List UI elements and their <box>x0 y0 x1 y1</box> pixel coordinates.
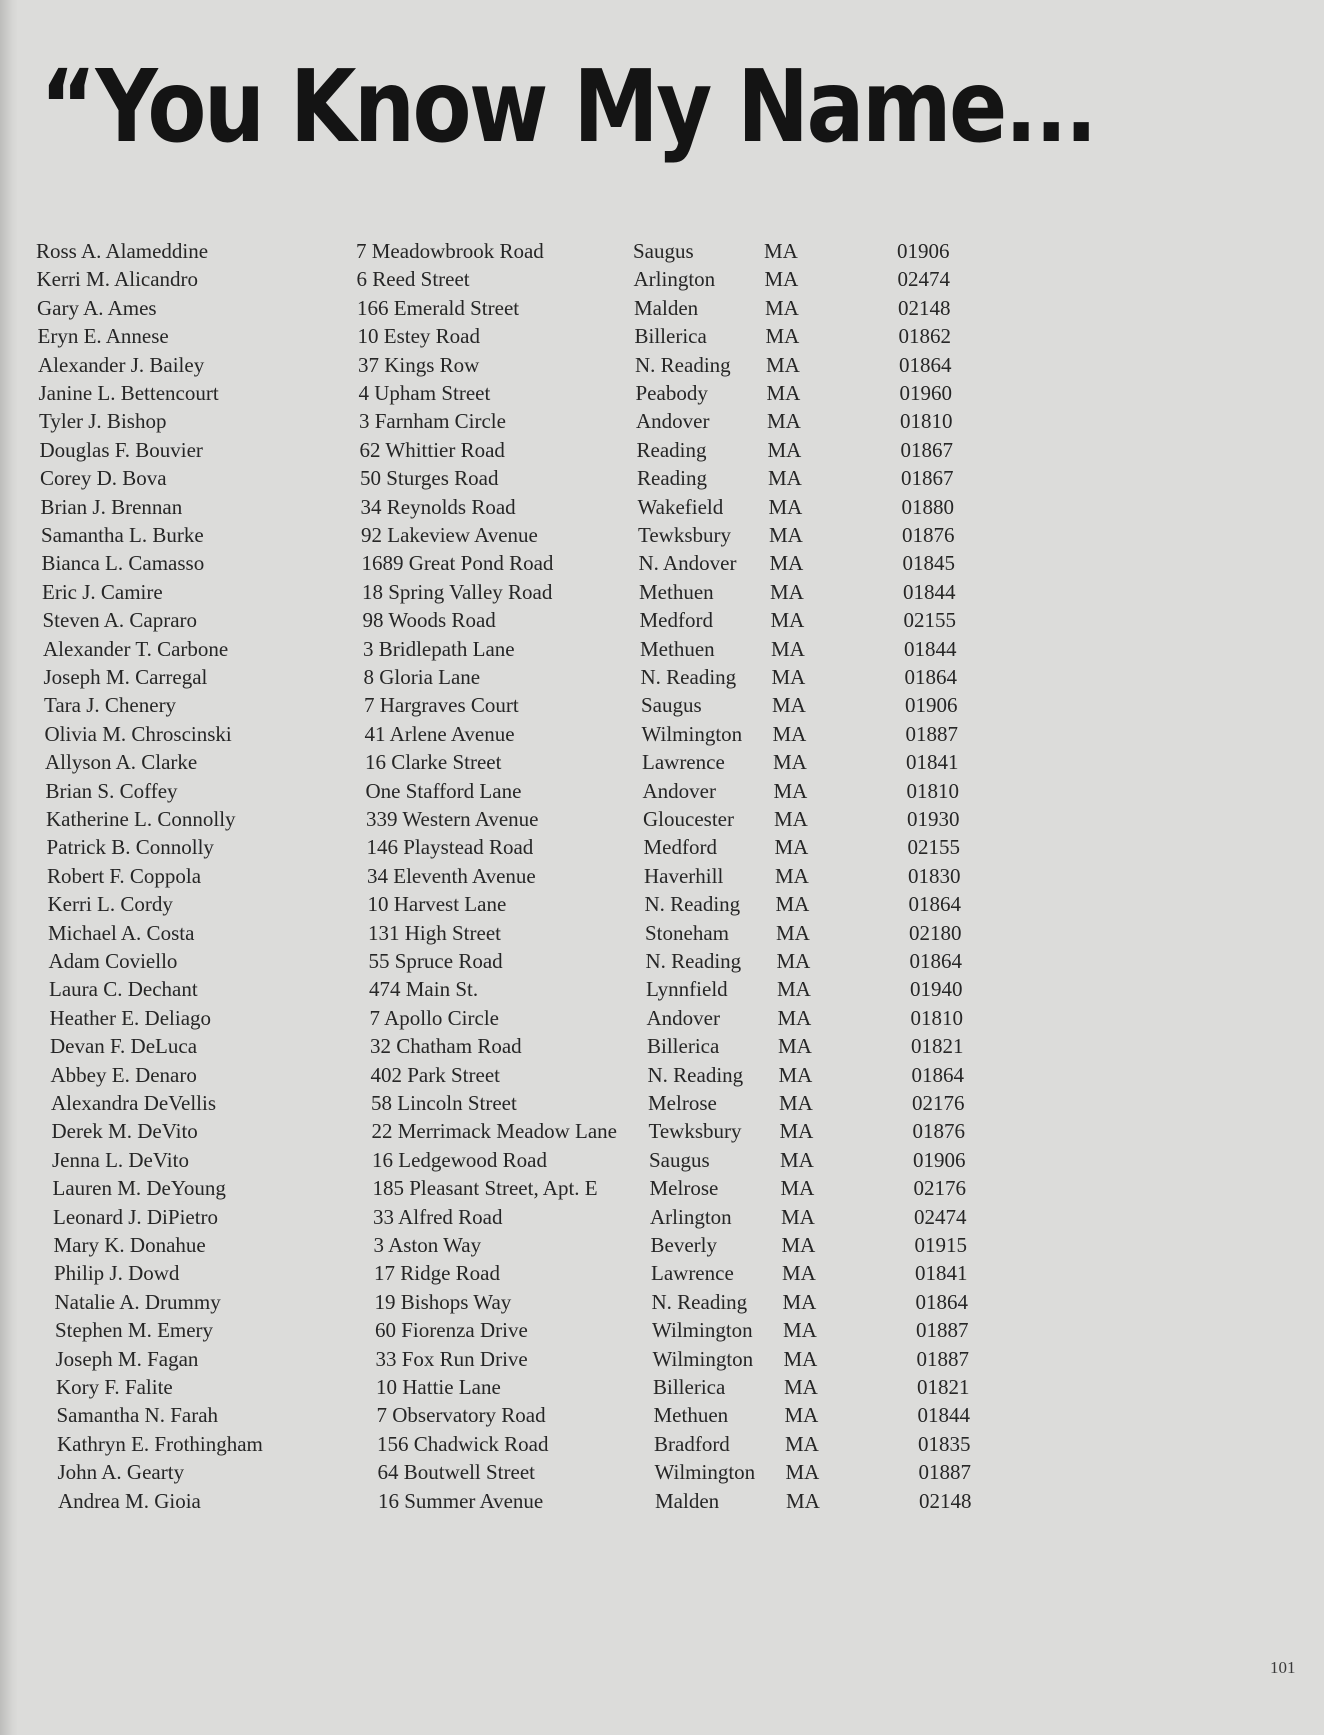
entry-name: Brian J. Brennan <box>40 494 183 519</box>
entry-zip: 01830 <box>908 863 961 888</box>
entry-street: 339 Western Avenue <box>366 807 539 831</box>
entry-street: 7 Meadowbrook Road <box>356 239 544 263</box>
entry-state: MA <box>775 892 810 917</box>
entry-zip: 02180 <box>909 920 962 945</box>
directory-row <box>50 1004 1050 1032</box>
entry-zip: 01835 <box>918 1431 971 1456</box>
entry-street: 10 Hattie Lane <box>376 1375 501 1399</box>
entry-zip: 01915 <box>914 1233 967 1257</box>
entry-city: N. Reading <box>635 352 731 377</box>
entry-name: Brian S. Coffey <box>45 778 178 803</box>
entry-name: Patrick B. Connolly <box>46 835 214 860</box>
entry-street: 16 Clarke Street <box>365 750 502 775</box>
entry-zip: 01844 <box>903 579 956 604</box>
entry-city: Tewksbury <box>648 1119 742 1144</box>
entry-state: MA <box>778 1034 812 1059</box>
entry-zip: 01864 <box>909 949 962 973</box>
entry-name: Alexandra DeVellis <box>51 1091 217 1115</box>
entry-state: MA <box>769 523 803 547</box>
entry-state: MA <box>778 1062 813 1087</box>
entry-name: Joseph M. Fagan <box>55 1346 199 1371</box>
entry-zip: 01906 <box>897 239 950 263</box>
entry-state: MA <box>774 807 808 831</box>
entry-zip: 01864 <box>908 892 961 917</box>
directory-row <box>39 407 1039 435</box>
directory-row <box>53 1203 1053 1231</box>
entry-street: 10 Estey Road <box>357 324 480 349</box>
directory-row <box>37 265 1037 293</box>
entry-zip: 01876 <box>902 523 955 547</box>
directory-row <box>58 1458 1058 1486</box>
directory-row <box>42 549 1042 577</box>
entry-city: N. Reading <box>645 949 742 973</box>
entry-street: 98 Woods Road <box>362 608 496 633</box>
entry-street: 50 Sturges Road <box>360 466 499 491</box>
entry-city: Methuen <box>639 579 714 604</box>
entry-name: Mary K. Donahue <box>53 1233 206 1257</box>
directory-row <box>43 606 1043 634</box>
entry-city: Bradford <box>654 1431 730 1456</box>
entry-name: Janine L. Bettencourt <box>38 381 219 405</box>
directory-row <box>55 1288 1055 1316</box>
entry-street: 4 Upham Street <box>358 381 491 405</box>
entry-name: Kathryn E. Frothingham <box>57 1431 263 1456</box>
directory-row <box>46 777 1046 805</box>
entry-street: 7 Observatory Road <box>376 1403 546 1428</box>
entry-state: MA <box>784 1403 819 1428</box>
entry-state: MA <box>779 1119 814 1144</box>
entry-street: 3 Farnham Circle <box>359 409 506 434</box>
entry-name: Kory F. Falite <box>56 1375 173 1399</box>
entry-state: MA <box>777 977 811 1002</box>
entry-city: Malden <box>634 295 699 320</box>
directory-row <box>40 464 1040 492</box>
entry-state: MA <box>769 551 804 576</box>
entry-name: Leonard J. DiPietro <box>53 1204 219 1229</box>
entry-street: 41 Arlene Avenue <box>364 721 515 746</box>
entry-zip: 02474 <box>914 1204 967 1229</box>
entry-street: 16 Ledgewood Road <box>372 1147 547 1172</box>
entry-name: Ross A. Alameddine <box>36 239 209 263</box>
entry-zip: 01864 <box>915 1289 968 1314</box>
entry-state: MA <box>768 494 803 519</box>
entry-name: Bianca L. Camasso <box>41 551 205 576</box>
entry-city: Beverly <box>650 1233 717 1257</box>
entry-name: Katherine L. Connolly <box>46 807 236 831</box>
entry-city: Melrose <box>648 1091 717 1115</box>
entry-state: MA <box>773 750 807 775</box>
entry-name: Steven A. Capraro <box>42 608 198 633</box>
entry-street: 16 Summer Avenue <box>378 1488 544 1513</box>
entry-zip: 01867 <box>900 437 953 462</box>
entry-zip: 01906 <box>913 1147 966 1172</box>
entry-name: Kerri L. Cordy <box>47 892 173 917</box>
entry-city: Peabody <box>635 381 708 405</box>
entry-zip: 01930 <box>907 807 960 831</box>
directory-row <box>42 578 1042 606</box>
entry-zip: 01821 <box>911 1034 964 1059</box>
entry-city: Wakefield <box>637 494 724 519</box>
entry-name: Samantha N. Farah <box>56 1403 219 1428</box>
directory-row <box>57 1430 1057 1458</box>
entry-zip: 01810 <box>906 778 959 803</box>
entry-zip: 01844 <box>917 1403 970 1428</box>
entry-name: Eric J. Camire <box>42 579 163 604</box>
entry-name: Derek M. DeVito <box>51 1119 198 1144</box>
entry-city: Andover <box>642 778 716 803</box>
entry-street: 1689 Great Pond Road <box>361 551 554 576</box>
entry-city: Andover <box>646 1005 720 1030</box>
entry-name: Allyson A. Clarke <box>45 750 198 775</box>
entry-street: 22 Merrimack Meadow Lane <box>371 1119 617 1144</box>
entry-street: 32 Chatham Road <box>370 1034 522 1059</box>
entry-name: Tyler J. Bishop <box>39 409 167 434</box>
entry-zip: 01887 <box>905 721 958 746</box>
entry-name: Lauren M. DeYoung <box>52 1176 226 1201</box>
entry-name: Joseph M. Carregal <box>43 665 208 689</box>
entry-zip: 01887 <box>916 1346 969 1371</box>
entry-zip: 02176 <box>913 1176 966 1201</box>
entry-state: MA <box>767 409 801 434</box>
entry-name: Corey D. Bova <box>40 466 167 491</box>
entry-city: Wilmington <box>654 1460 756 1485</box>
entry-city: Stoneham <box>645 920 729 945</box>
directory-row <box>56 1345 1056 1373</box>
entry-street: 8 Gloria Lane <box>363 665 481 689</box>
entry-city: Haverhill <box>644 863 724 888</box>
entry-state: MA <box>765 295 799 320</box>
entry-state: MA <box>766 352 800 377</box>
entry-state: MA <box>776 920 810 945</box>
entry-city: Medford <box>643 835 717 860</box>
directory-row <box>55 1316 1055 1344</box>
entry-name: Tara J. Chenery <box>44 693 177 718</box>
entry-name: Michael A. Costa <box>48 920 195 945</box>
entry-name: Adam Coviello <box>48 949 178 973</box>
entry-city: Methuen <box>640 636 715 661</box>
entry-street: 146 Playstead Road <box>366 835 534 860</box>
entry-zip: 01867 <box>901 466 954 491</box>
entry-zip: 01864 <box>904 665 957 689</box>
directory-row <box>38 351 1038 379</box>
entry-city: N. Reading <box>647 1062 744 1087</box>
entry-zip: 01906 <box>905 693 958 718</box>
entry-city: Billerica <box>647 1034 720 1059</box>
entry-state: MA <box>774 835 809 860</box>
entry-zip: 01864 <box>899 352 952 377</box>
entry-zip: 01960 <box>899 381 952 405</box>
directory-row <box>43 635 1043 663</box>
entry-city: Billerica <box>634 324 707 349</box>
entry-state: MA <box>781 1204 815 1229</box>
directory-row <box>37 294 1037 322</box>
directory-row <box>48 919 1048 947</box>
entry-street: 402 Park Street <box>370 1062 500 1087</box>
entry-street: 62 Whittier Road <box>359 437 505 462</box>
entry-street: 474 Main St. <box>369 977 479 1002</box>
entry-state: MA <box>775 863 809 888</box>
entry-city: Gloucester <box>643 807 734 831</box>
entry-state: MA <box>785 1431 819 1456</box>
entry-state: MA <box>777 1005 812 1030</box>
entry-street: 55 Spruce Road <box>368 949 503 973</box>
entry-city: Reading <box>637 466 707 491</box>
entry-state: MA <box>771 665 806 689</box>
entry-name: John A. Gearty <box>57 1460 185 1485</box>
entry-name: Jenna L. DeVito <box>52 1147 189 1172</box>
directory-row <box>47 833 1047 861</box>
entry-zip: 01862 <box>898 324 951 349</box>
directory-row <box>44 663 1044 691</box>
directory-row <box>41 521 1041 549</box>
entry-name: Heather E. Deliago <box>49 1005 212 1030</box>
entry-state: MA <box>784 1375 818 1399</box>
directory-row <box>51 1061 1051 1089</box>
entry-street: 37 Kings Row <box>358 352 480 377</box>
entry-state: MA <box>770 579 804 604</box>
entry-city: Saugus <box>641 693 702 718</box>
entry-street: 6 Reed Street <box>356 267 470 292</box>
directory-row <box>39 379 1039 407</box>
entry-street: 166 Emerald Street <box>357 295 520 320</box>
entry-name: Abbey E. Denaro <box>50 1062 197 1087</box>
entry-zip: 02155 <box>907 835 960 860</box>
entry-street: 92 Lakeview Avenue <box>361 523 538 547</box>
entry-street: 10 Harvest Lane <box>367 892 507 917</box>
directory-row <box>40 436 1040 464</box>
entry-state: MA <box>766 381 801 405</box>
entry-city: Billerica <box>653 1375 726 1399</box>
entry-name: Devan F. DeLuca <box>50 1034 198 1059</box>
entry-state: MA <box>786 1488 820 1513</box>
entry-city: N. Reading <box>651 1289 748 1314</box>
entry-state: MA <box>781 1233 816 1257</box>
entry-street: 34 Eleventh Avenue <box>367 863 536 888</box>
entry-zip: 02155 <box>903 608 956 633</box>
directory-row <box>45 720 1045 748</box>
entry-name: Gary A. Ames <box>37 295 157 320</box>
entry-zip: 01880 <box>901 494 954 519</box>
entry-city: Lynnfield <box>646 977 728 1002</box>
entry-street: 33 Fox Run Drive <box>375 1346 528 1371</box>
entry-name: Samantha L. Burke <box>41 523 204 547</box>
directory-row <box>51 1089 1051 1117</box>
entry-city: Wilmington <box>652 1346 754 1371</box>
directory-row <box>58 1487 1058 1515</box>
directory-row <box>36 237 1036 265</box>
entry-city: Malden <box>655 1488 720 1513</box>
entry-state: MA <box>783 1318 817 1343</box>
entry-city: Saugus <box>633 239 694 263</box>
entry-name: Natalie A. Drummy <box>54 1289 221 1314</box>
entry-name: Stephen M. Emery <box>55 1318 214 1343</box>
entry-street: 7 Apollo Circle <box>369 1005 499 1030</box>
entry-name: Kerri M. Alicandro <box>36 267 199 292</box>
entry-street: 156 Chadwick Road <box>377 1431 549 1456</box>
entry-state: MA <box>779 1091 813 1115</box>
directory-row <box>49 947 1049 975</box>
entry-name: Robert F. Coppola <box>47 863 202 888</box>
entry-name: Eryn E. Annese <box>37 324 169 349</box>
directory-row <box>46 805 1046 833</box>
directory-row <box>54 1259 1054 1287</box>
entry-city: Medford <box>639 608 713 633</box>
directory-row <box>50 1032 1050 1060</box>
entry-name: Alexander T. Carbone <box>43 636 229 661</box>
directory-row <box>44 691 1044 719</box>
entry-state: MA <box>785 1460 820 1485</box>
entry-name: Douglas F. Bouvier <box>39 437 203 462</box>
entry-zip: 01844 <box>904 636 957 661</box>
entry-city: Arlington <box>650 1204 732 1229</box>
entry-state: MA <box>764 267 799 292</box>
entry-state: MA <box>782 1289 817 1314</box>
entry-state: MA <box>765 324 800 349</box>
entry-street: 17 Ridge Road <box>374 1261 500 1286</box>
entry-zip: 01845 <box>902 551 955 576</box>
directory-row <box>41 493 1041 521</box>
entry-street: 3 Bridlepath Lane <box>363 636 515 661</box>
entry-zip: 01810 <box>910 1005 963 1030</box>
entry-street: 60 Fiorenza Drive <box>375 1318 528 1343</box>
entry-zip: 01841 <box>915 1261 968 1286</box>
entry-zip: 02148 <box>898 295 951 320</box>
entry-name: Alexander J. Bailey <box>38 352 205 377</box>
entry-street: 7 Hargraves Court <box>364 693 519 718</box>
entry-street: 58 Lincoln Street <box>371 1091 517 1115</box>
entry-street: 3 Aston Way <box>373 1233 482 1257</box>
directory-row <box>38 322 1038 350</box>
entry-city: Andover <box>636 409 710 434</box>
entry-state: MA <box>772 693 806 718</box>
entry-name: Philip J. Dowd <box>54 1261 180 1286</box>
entry-zip: 01821 <box>917 1375 970 1399</box>
entry-name: Laura C. Dechant <box>49 977 198 1002</box>
page-number: 101 <box>1270 1658 1296 1677</box>
entry-state: MA <box>772 721 807 746</box>
entry-zip: 02176 <box>912 1091 965 1115</box>
entry-city: Reading <box>636 437 707 462</box>
entry-state: MA <box>776 949 811 973</box>
directory-row <box>56 1373 1056 1401</box>
entry-state: MA <box>764 239 798 263</box>
entry-state: MA <box>782 1261 816 1286</box>
entry-street: 19 Bishops Way <box>374 1289 512 1314</box>
entry-name: Olivia M. Chroscinski <box>44 721 232 746</box>
entry-zip: 01940 <box>910 977 963 1002</box>
entry-street: 131 High Street <box>368 920 501 945</box>
entry-city: Methuen <box>653 1403 729 1428</box>
entry-state: MA <box>770 608 805 633</box>
directory-row <box>53 1174 1053 1202</box>
page-title: “You Know My Name... <box>40 48 1096 165</box>
entry-street: 185 Pleasant Street, Apt. E <box>372 1176 598 1201</box>
entry-city: Tewksbury <box>638 523 732 547</box>
entry-state: MA <box>773 778 808 803</box>
entry-street: 33 Alfred Road <box>373 1204 503 1229</box>
entry-city: N. Reading <box>644 892 741 917</box>
entry-zip: 01810 <box>900 409 953 434</box>
directory-row <box>54 1231 1054 1259</box>
entry-city: Wilmington <box>652 1318 753 1343</box>
entry-street: 64 Boutwell Street <box>377 1460 535 1485</box>
entry-city: N. Reading <box>640 665 737 689</box>
entry-zip: 01864 <box>911 1062 964 1087</box>
entry-city: Saugus <box>649 1147 710 1172</box>
entry-state: MA <box>771 636 805 661</box>
entry-zip: 01876 <box>912 1119 965 1144</box>
directory-row <box>47 862 1047 890</box>
entry-zip: 01887 <box>916 1318 969 1343</box>
directory-row <box>45 748 1045 776</box>
directory-row <box>49 975 1049 1003</box>
entry-city: Lawrence <box>642 750 725 775</box>
entry-city: Lawrence <box>651 1261 734 1286</box>
entry-zip: 02148 <box>919 1488 972 1513</box>
directory-row <box>52 1117 1052 1145</box>
entry-state: MA <box>783 1346 818 1371</box>
entry-street: One Stafford Lane <box>365 778 522 803</box>
entry-city: N. Andover <box>638 551 737 576</box>
entry-name: Andrea M. Gioia <box>58 1488 201 1513</box>
entry-zip: 01887 <box>918 1460 971 1485</box>
directory-row <box>57 1401 1057 1429</box>
entry-street: 18 Spring Valley Road <box>362 579 553 604</box>
entry-city: Melrose <box>649 1176 719 1201</box>
entry-state: MA <box>767 437 802 462</box>
entry-zip: 02474 <box>897 267 950 292</box>
entry-state: MA <box>768 466 802 491</box>
entry-zip: 01841 <box>906 750 959 775</box>
directory-row <box>52 1146 1052 1174</box>
directory-row <box>48 890 1048 918</box>
entry-city: Wilmington <box>641 721 743 746</box>
entry-city: Arlington <box>633 267 716 292</box>
entry-street: 34 Reynolds Road <box>360 494 516 519</box>
entry-state: MA <box>780 1147 814 1172</box>
entry-state: MA <box>780 1176 815 1201</box>
